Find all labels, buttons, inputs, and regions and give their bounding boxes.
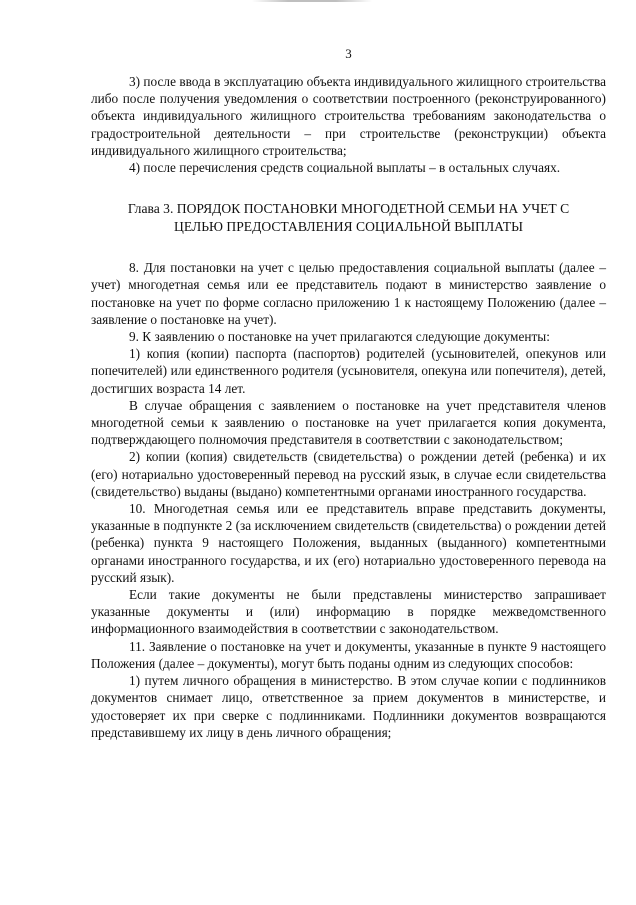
- paragraph-clause-11-item-1: 1) путем личного обращения в министерство. В этом случае копии с подлинников документов снимает лицо, ответственное за прием документов в министерстве, и удостоверяет их при сверке с подлинниками. Подлинники документов возвращаются представившему их лицу в день личного обращения;: [91, 673, 606, 740]
- paragraph-clause-9-item-1: 1) копия (копии) паспорта (паспортов) родителей (усыновителей, опекунов или попечителей) или единственного родителя (усыновителя, опекуна или попечителя), детей, достигших возраста 14 лет.: [91, 346, 606, 396]
- page-number: 3: [345, 46, 352, 61]
- paragraph-interagency-request: Если такие документы не были представлены министерство запрашивает указанные документы и (или) информацию в порядке межведомственного информационного взаимодействия в соответствии с законодательством.: [91, 587, 606, 637]
- chapter-heading-line-2: ЦЕЛЬЮ ПРЕДОСТАВЛЕНИЯ СОЦИАЛЬНОЙ ВЫПЛАТЫ: [174, 218, 523, 234]
- paragraph-representative-note: В случае обращения с заявлением о постановке на учет представителя членов многодетной семьи к заявлению о постановке на учет прилагается копия документа, подтверждающего полномочия представителя в соответствии с законодательством;: [91, 397, 606, 448]
- chapter-heading-line-1: Глава 3. ПОРЯДОК ПОСТАНОВКИ МНОГОДЕТНОЙ СЕМЬИ НА УЧЕТ С: [127, 201, 570, 217]
- document-body: [91, 73, 606, 741]
- paragraph-clause-8: 8. Для постановки на учет с целью предоставления социальной выплаты (далее – учет) многодетная семья или ее представитель подают в министерство заявление о постановке на учет по форме согласно приложению 1 к настоящему Положению (далее – заявление о постановке на учет).: [91, 260, 606, 327]
- paragraph-clause-11: 11. Заявление о постановке на учет и документы, указанные в пункте 9 настоящего Положения (далее – документы), могут быть поданы одним из следующих способов:: [91, 638, 606, 671]
- paragraph-item-3: 3) после ввода в эксплуатацию объекта индивидуального жилищного строительства либо после получения уведомления о соответствии построенного (реконструированного) объекта индивидуального жилищного строительства требованиям законодательства о градостроительной деятельности – при строительстве (реконструкции) объекта индивидуального жилищного строительства;: [91, 74, 606, 158]
- paragraph-clause-9: 9. К заявлению о постановке на учет прилагаются следующие документы:: [129, 329, 550, 345]
- paragraph-item-4: 4) после перечисления средств социальной выплаты – в остальных случаях.: [129, 160, 561, 176]
- paragraph-clause-10: 10. Многодетная семья или ее представитель вправе представить документы, указанные в подпункте 2 (за исключением свидетельств (свидетельства) о рождении детей (ребенка) пункта 9 настоящего Положения, выданных (выданного) компетентными органами иностранного государства, и их (его) нотариально удостоверенного перевода на русский язык).: [91, 501, 606, 585]
- chapter-heading: [91, 200, 606, 235]
- scan-artifact-line: [252, 0, 372, 2]
- paragraph-clause-9-item-2: 2) копии (копия) свидетельств (свидетельства) о рождении детей (ребенка) и их (его) нотариально удостоверенный перевод на русский язык, в случае если свидетельства (свидетельство) выданы (выдано) компетентными органами иностранного государства.: [91, 449, 606, 499]
